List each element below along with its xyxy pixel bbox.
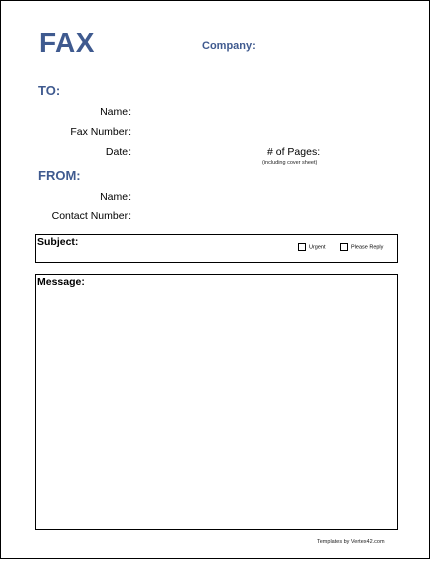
subject-label: Subject: xyxy=(37,236,79,248)
pages-label: # of Pages: xyxy=(267,146,321,158)
from-name-label: Name: xyxy=(100,191,131,203)
urgent-option[interactable] xyxy=(298,243,326,251)
message-label: Message: xyxy=(37,276,85,288)
please-reply-option[interactable] xyxy=(340,243,383,251)
footer-credit: Templates by Vertex42.com xyxy=(317,539,385,545)
fax-title: FAX xyxy=(39,27,95,58)
company-label: Company: xyxy=(202,40,256,52)
pages-note: (including cover sheet) xyxy=(262,160,318,166)
please-reply-checkbox[interactable] xyxy=(340,243,348,251)
to-section-label: TO: xyxy=(38,83,61,98)
please-reply-label: Please Reply xyxy=(351,244,384,251)
to-fax-number-label: Fax Number: xyxy=(70,126,131,138)
urgent-label: Urgent xyxy=(309,244,326,251)
to-date-label: Date: xyxy=(105,146,131,158)
from-section-label: FROM: xyxy=(38,168,81,183)
message-box xyxy=(35,274,398,530)
subject-box xyxy=(35,234,398,263)
from-contact-number-label: Contact Number: xyxy=(51,210,131,222)
urgent-checkbox[interactable] xyxy=(298,243,306,251)
to-name-label: Name: xyxy=(100,106,131,118)
